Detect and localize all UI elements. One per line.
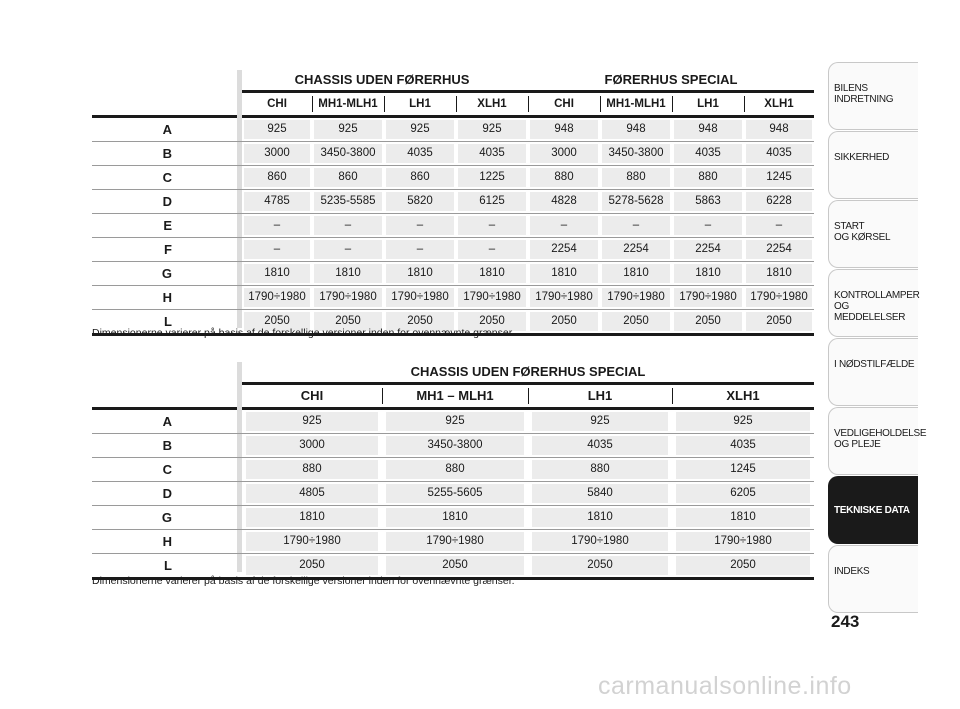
- table-cell: 1790÷1980: [676, 532, 810, 551]
- table-cell: 4805: [246, 484, 378, 503]
- table-cell: 4828: [530, 192, 598, 211]
- chapter-tab[interactable]: [828, 131, 918, 199]
- watermark: carmanualsonline.info: [598, 672, 852, 700]
- col-header: MH1-MLH1: [606, 98, 666, 110]
- row-label: G: [161, 266, 172, 281]
- chapter-tab-label: TEKNISKE DATA: [834, 505, 910, 516]
- table1-column-headers: [92, 93, 814, 115]
- table-cell: 4035: [674, 144, 742, 163]
- row-label: D: [162, 486, 172, 501]
- table2-column-headers: [92, 385, 814, 407]
- table-cell: 948: [602, 120, 670, 139]
- row-label: L: [164, 558, 172, 573]
- table-cell: 6125: [458, 192, 526, 211]
- table-row: [92, 262, 814, 286]
- table-cell: 860: [244, 168, 310, 187]
- table-cell: 1790÷1980: [246, 532, 378, 551]
- table2-group-header: [92, 362, 814, 382]
- table-cell: 925: [676, 412, 810, 431]
- dimensions-table-1: [92, 70, 814, 336]
- col-header: MH1 – MLH1: [416, 388, 494, 403]
- chapter-tabs: [828, 62, 927, 614]
- table-cell: 880: [386, 460, 524, 479]
- group-chassis-uden-forerhus-special: CHASSIS UDEN FØRERHUS SPECIAL: [410, 364, 646, 379]
- table-cell: 925: [386, 120, 454, 139]
- table-cell: –: [602, 216, 670, 235]
- table-cell: 3000: [246, 436, 378, 455]
- chapter-tab[interactable]: [828, 200, 918, 268]
- table-cell: 880: [530, 168, 598, 187]
- table-cell: 1810: [530, 264, 598, 283]
- table-cell: 948: [746, 120, 812, 139]
- table-cell: 4035: [676, 436, 810, 455]
- row-label: A: [162, 414, 172, 429]
- table-cell: –: [386, 240, 454, 259]
- table-cell: 4035: [746, 144, 812, 163]
- chapter-tab-label-line2: OG MEDDELELSER: [834, 301, 906, 323]
- table-cell: 948: [530, 120, 598, 139]
- chapter-tab-label: START: [834, 221, 865, 232]
- table-cell: 1810: [458, 264, 526, 283]
- table-row: [92, 434, 814, 458]
- chapter-tab[interactable]: [828, 338, 918, 406]
- group-forerhus-special: FØRERHUS SPECIAL: [604, 72, 738, 87]
- table-cell: 2050: [386, 312, 454, 331]
- table1-group-header: [92, 70, 814, 90]
- row-label: C: [162, 462, 172, 477]
- table-cell: 925: [458, 120, 526, 139]
- chapter-tab[interactable]: [828, 62, 918, 130]
- table-row: [92, 214, 814, 238]
- table-cell: 1790÷1980: [386, 532, 524, 551]
- table-cell: 2254: [602, 240, 670, 259]
- table-cell: 5840: [532, 484, 668, 503]
- chapter-tab-label-line2: OG PLEJE: [834, 439, 881, 450]
- chapter-tab[interactable]: [828, 407, 927, 475]
- table-cell: 1810: [676, 508, 810, 527]
- table-cell: 3000: [244, 144, 310, 163]
- col-header: XLH1: [726, 388, 760, 403]
- row-label: A: [162, 122, 172, 137]
- row-label: D: [162, 194, 172, 209]
- table-cell: 1810: [746, 264, 812, 283]
- table-cell: 925: [532, 412, 668, 431]
- table-cell: 5255-5605: [386, 484, 524, 503]
- col-header: MH1-MLH1: [318, 98, 378, 110]
- table-cell: 1245: [676, 460, 810, 479]
- chapter-tab-label: SIKKERHED: [834, 152, 890, 163]
- table-cell: 860: [386, 168, 454, 187]
- table-cell: –: [746, 216, 812, 235]
- table-row: [92, 410, 814, 434]
- col-header: LH1: [587, 388, 613, 403]
- table-cell: 2050: [746, 312, 812, 331]
- table-cell: 2254: [530, 240, 598, 259]
- table2-body: [92, 410, 814, 580]
- chapter-tab-label-line2: OG KØRSEL: [834, 232, 891, 243]
- table-cell: 2254: [674, 240, 742, 259]
- table-cell: –: [386, 216, 454, 235]
- table-cell: 4785: [244, 192, 310, 211]
- table2-note: Dimensionerne varierer på basis af de forskellige versioner inden for ovennævnte grænser.: [92, 575, 515, 587]
- table-cell: 2050: [458, 312, 526, 331]
- table-cell: 6205: [676, 484, 810, 503]
- table-cell: 2050: [244, 312, 310, 331]
- table-cell: 925: [246, 412, 378, 431]
- dimensions-table-2: [92, 362, 814, 580]
- table-cell: 5278-5628: [602, 192, 670, 211]
- row-label: H: [162, 534, 172, 549]
- chapter-tab-label: KONTROLLAMPER: [834, 290, 920, 301]
- table-cell: 1810: [246, 508, 378, 527]
- table-cell: 925: [386, 412, 524, 431]
- table-cell: –: [244, 216, 310, 235]
- table-row: [92, 118, 814, 142]
- table-cell: 1245: [746, 168, 812, 187]
- row-label: H: [162, 290, 172, 305]
- table-cell: 3450-3800: [386, 436, 524, 455]
- table-cell: 4035: [532, 436, 668, 455]
- chapter-tab[interactable]: [828, 476, 918, 544]
- table-cell: 1790÷1980: [674, 288, 742, 307]
- table-cell: 1810: [386, 508, 524, 527]
- table-row: [92, 190, 814, 214]
- table-cell: –: [244, 240, 310, 259]
- table-row: [92, 142, 814, 166]
- table-cell: 1810: [314, 264, 382, 283]
- table-cell: 2050: [530, 312, 598, 331]
- row-label: B: [162, 438, 172, 453]
- table-cell: 1790÷1980: [532, 532, 668, 551]
- table-cell: 2050: [674, 312, 742, 331]
- table-cell: 1790÷1980: [602, 288, 670, 307]
- table-cell: 880: [602, 168, 670, 187]
- chapter-tab[interactable]: [828, 545, 918, 613]
- table-row: [92, 238, 814, 262]
- table-cell: 2050: [676, 556, 810, 575]
- chapter-tab-label: I NØDSTILFÆLDE: [834, 359, 915, 370]
- table-cell: 925: [314, 120, 382, 139]
- table-cell: –: [458, 240, 526, 259]
- table-cell: 860: [314, 168, 382, 187]
- group-chassis-uden-forerhus: CHASSIS UDEN FØRERHUS: [294, 72, 470, 87]
- table-cell: 1810: [602, 264, 670, 283]
- table-cell: 2050: [602, 312, 670, 331]
- table-cell: 2050: [532, 556, 668, 575]
- row-label: B: [162, 146, 172, 161]
- row-label: G: [161, 510, 172, 525]
- table-cell: 880: [246, 460, 378, 479]
- chapter-tab[interactable]: [828, 269, 918, 337]
- table-row: [92, 458, 814, 482]
- table1-note: Dimensionerne varierer på basis af de forskellige versioner inden for ovennævnte grænser.: [92, 327, 515, 339]
- table-cell: 1790÷1980: [386, 288, 454, 307]
- col-header: XLH1: [477, 98, 507, 110]
- table-cell: 3450-3800: [314, 144, 382, 163]
- chapter-tab-label: VEDLIGEHOLDELSE: [834, 428, 927, 439]
- table-cell: –: [458, 216, 526, 235]
- table-cell: 1225: [458, 168, 526, 187]
- table-cell: 3450-3800: [602, 144, 670, 163]
- table-cell: 6228: [746, 192, 812, 211]
- table-cell: –: [314, 216, 382, 235]
- col-header: CHI: [300, 388, 324, 403]
- row-label: E: [163, 218, 172, 233]
- chapter-tab-label-line2: INDRETNING: [834, 94, 894, 105]
- table-cell: 4035: [458, 144, 526, 163]
- table-cell: 1790÷1980: [458, 288, 526, 307]
- table-cell: 5863: [674, 192, 742, 211]
- col-header: XLH1: [764, 98, 794, 110]
- table-cell: 948: [674, 120, 742, 139]
- chapter-tab-label: INDEKS: [834, 566, 870, 577]
- row-label: C: [162, 170, 172, 185]
- table-cell: 1810: [386, 264, 454, 283]
- table-row: [92, 286, 814, 310]
- table-cell: 1790÷1980: [746, 288, 812, 307]
- table-cell: 880: [674, 168, 742, 187]
- table-cell: 3000: [530, 144, 598, 163]
- table-cell: 5820: [386, 192, 454, 211]
- table-cell: 880: [532, 460, 668, 479]
- row-label: L: [164, 314, 172, 329]
- row-label: F: [164, 242, 172, 257]
- col-header: LH1: [697, 98, 719, 110]
- table-cell: 2050: [386, 556, 524, 575]
- table-cell: –: [674, 216, 742, 235]
- table-cell: –: [530, 216, 598, 235]
- table-row: [92, 506, 814, 530]
- page-number: 243: [831, 612, 860, 631]
- table-row: [92, 530, 814, 554]
- table-cell: 2254: [746, 240, 812, 259]
- table-cell: 1790÷1980: [244, 288, 310, 307]
- table-cell: 1810: [532, 508, 668, 527]
- table-cell: 1790÷1980: [530, 288, 598, 307]
- table-row: [92, 166, 814, 190]
- table-cell: 2050: [246, 556, 378, 575]
- table1-body: [92, 118, 814, 336]
- col-header: LH1: [409, 98, 431, 110]
- chapter-tab-label: BILENS: [834, 83, 868, 94]
- table-cell: 925: [244, 120, 310, 139]
- table-cell: 2050: [314, 312, 382, 331]
- table-row: [92, 482, 814, 506]
- table-cell: 5235-5585: [314, 192, 382, 211]
- col-header: CHI: [267, 98, 287, 110]
- table-cell: 4035: [386, 144, 454, 163]
- col-header: CHI: [554, 98, 574, 110]
- table-cell: 1790÷1980: [314, 288, 382, 307]
- table-cell: 1810: [244, 264, 310, 283]
- table-cell: 1810: [674, 264, 742, 283]
- table-cell: –: [314, 240, 382, 259]
